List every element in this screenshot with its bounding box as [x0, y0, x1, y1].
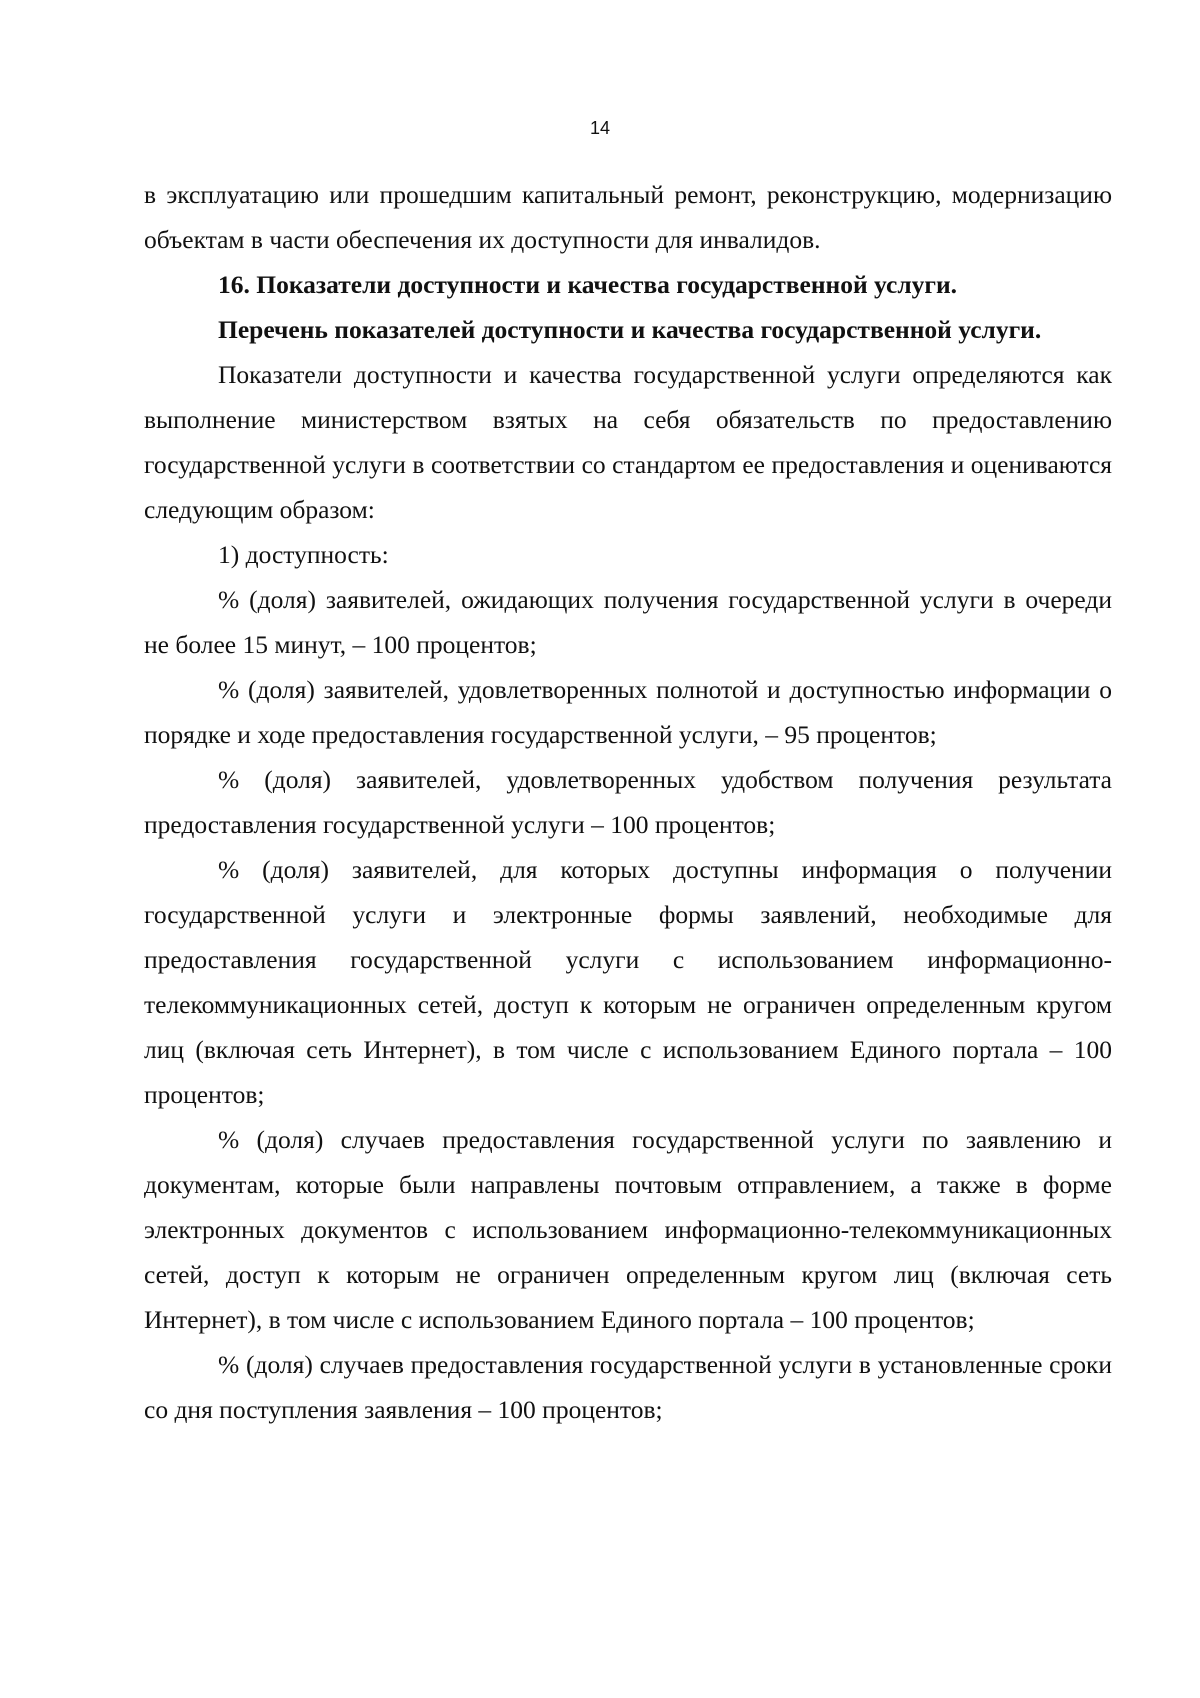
indicator-paragraph: % (доля) заявителей, удовлетворенных удобством получения результата предоставления государственной услуги – 100 процентов; — [144, 765, 1112, 839]
subsection-heading: Перечень показателей доступности и качества государственной услуги. — [218, 315, 1042, 344]
indicator-paragraph: % (доля) заявителей, для которых доступны информация о получении государственной услуги и электронные формы заявлений, необходимые для предоставления государственной услуги с использованием информационно-телекоммуникационных сетей, доступ к которым не ограничен определенным кругом лиц (включая сеть Интернет), в том числе с использованием Единого портала – 100 процентов; — [144, 855, 1112, 1109]
list-item-accessibility: 1) доступность: — [218, 540, 389, 569]
indicator-paragraph: % (доля) случаев предоставления государственной услуги в установленные сроки со дня поступления заявления – 100 процентов; — [144, 1350, 1112, 1424]
indicator-paragraph: % (доля) заявителей, удовлетворенных полнотой и доступностью информации о порядке и ходе предоставления государственной услуги, – 95 процентов; — [144, 675, 1112, 749]
page-number: 14 — [589, 118, 611, 138]
indicator-paragraph: % (доля) заявителей, ожидающих получения государственной услуги в очереди не более 15 минут, – 100 процентов; — [144, 585, 1112, 659]
paragraph-continuation: в эксплуатацию или прошедшим капитальный ремонт, реконструкцию, модернизацию объектам в части обеспечения их доступности для инвалидов. — [144, 180, 1112, 254]
document-body — [144, 172, 1112, 1432]
indicator-paragraph: % (доля) случаев предоставления государственной услуги по заявлению и документам, которые были направлены почтовым отправлением, а также в форме электронных документов с использованием информационно-телекоммуникационных сетей, доступ к которым не ограничен определенным кругом лиц (включая сеть Интернет), в том числе с использованием Единого портала – 100 процентов; — [144, 1125, 1112, 1334]
paragraph-intro: Показатели доступности и качества государственной услуги определяются как выполнение министерством взятых на себя обязательств по предоставлению государственной услуги в соответствии со стандартом ее предоставления и оцениваются следующим образом: — [144, 360, 1112, 524]
section-heading: 16. Показатели доступности и качества государственной услуги. — [218, 270, 958, 299]
